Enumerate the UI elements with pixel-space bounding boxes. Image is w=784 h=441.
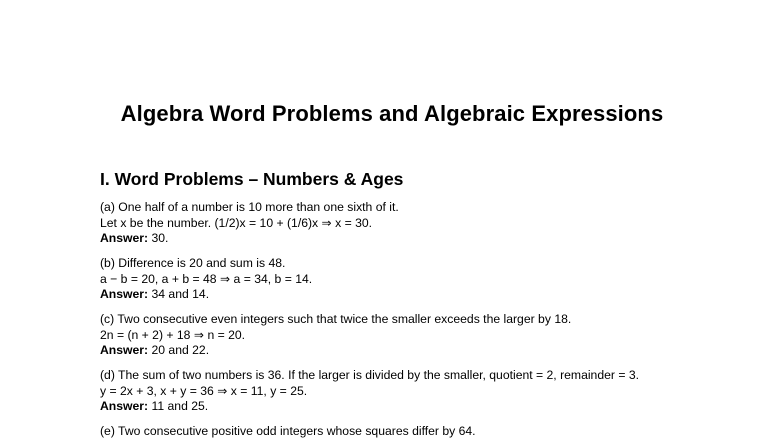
problem-answer-line <box>100 287 740 303</box>
problem-statement: (b) Difference is 20 and sum is 48. <box>100 256 286 270</box>
answer-label: Answer: <box>100 399 149 413</box>
problem-a <box>100 200 740 247</box>
problem-statement: (a) One half of a number is 10 more than one sixth of it. <box>100 200 399 214</box>
problem-statement: (c) Two consecutive even integers such that twice the smaller exceeds the larger by 18. <box>100 312 572 326</box>
document-title: Algebra Word Problems and Algebraic Expressions <box>120 101 664 126</box>
problem-answer-line <box>100 343 740 359</box>
answer-label: Answer: <box>100 231 149 245</box>
answer-label: Answer: <box>100 343 149 357</box>
problem-d <box>100 368 740 415</box>
answer-value: 11 and 25. <box>151 399 209 413</box>
answer-value: 30. <box>151 231 169 245</box>
answer-label: Answer: <box>100 287 149 301</box>
problem-work: a − b = 20, a + b = 48 ⇒ a = 34, b = 14. <box>100 271 313 286</box>
problem-statement: (d) The sum of two numbers is 36. If the larger is divided by the smaller, quotient = 2, remainder = 3. <box>100 368 639 382</box>
problem-work: Let x be the number. (1/2)x = 10 + (1/6)x ⇒ x = 30. <box>100 215 373 230</box>
problem-answer-line <box>100 399 740 415</box>
problem-c <box>100 312 740 359</box>
problem-statement: (e) Two consecutive positive odd integers whose squares differ by 64. <box>100 424 476 438</box>
problem-work: 2n = (n + 2) + 18 ⇒ n = 20. <box>100 327 246 342</box>
problem-work: y = 2x + 3, x + y = 36 ⇒ x = 11, y = 25. <box>100 383 308 398</box>
answer-value: 34 and 14. <box>151 287 210 301</box>
problem-b <box>100 256 740 303</box>
answer-value: 20 and 22. <box>151 343 210 357</box>
section-heading: I. Word Problems – Numbers & Ages <box>100 169 404 189</box>
problem-e <box>100 424 740 440</box>
problem-answer-line <box>100 231 740 247</box>
